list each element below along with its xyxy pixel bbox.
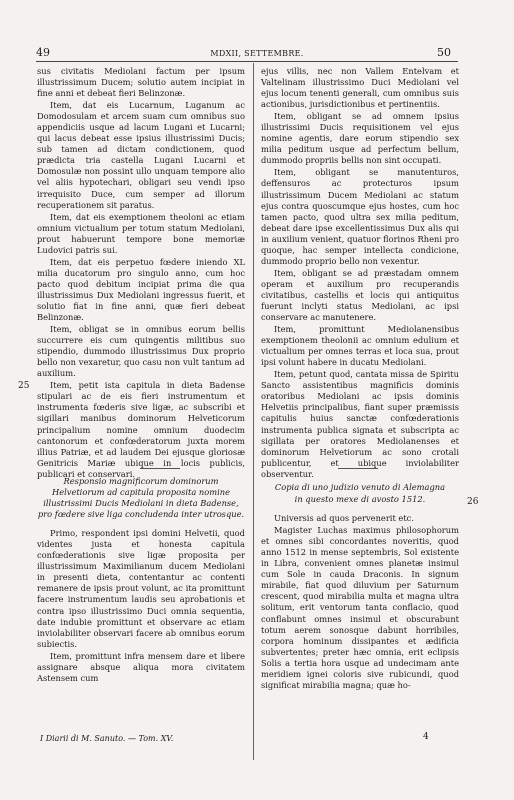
left-paragraph: Item, dat eis exemptionem theoloni ac etiam omnium victualium per totum statum Mediolani, prout habuerunt tempore bone memoriæ Ludovici patris sui. <box>37 211 245 255</box>
left-paragraph: Primo, respondent ipsi domini Helvetii, quod videntes justa et honesta capitula confœderationis sive ligæ proposita per illustrissimum Maximilianum ducem Mediolani in presenti dieta, contentantur ac contenti remanere de ipsis prout volunt, ac ita promittunt facere instrumentum laudis seu aprobationis et contra ipso illustrissimo Duci omnia sequentia, date indubie promittunt et observare ac etiam inviolabiliter observari facere ab omnibus eorum subiectis. <box>37 528 245 649</box>
left-paragraph: Item, dat eis perpetuo fœdere iniendo XL milia ducatorum pro singulo anno, cum hoc pacto quod debitum incipiat prima die qua illustrissimus Dux Mediolani ingressus fuerit, et solutio fiat in fine anni, quæ fieri debeat Belinzonæ. <box>37 256 245 323</box>
page-number-right: 50 <box>437 46 451 59</box>
right-paragraph: Item, obligant se ad præstadam omnem operam et auxilium pro recuperandis civitatibus, castellis et locis qui antiquitus fuerunt inclyti status Mediolani, ac ipsi conservare ac manutenere. <box>261 267 459 323</box>
running-header: MDXII, SETTEMBRE. <box>210 49 304 58</box>
page-number-left: 49 <box>36 46 50 59</box>
header-rule <box>36 61 458 62</box>
right-paragraph: Item, obligant se ad omnem ipsius illustrissimi Ducis requisitionem vel ejus nomine agentis, dare eorum stipendio sex milia peditum usque ad perfectum bellum, dummodo propriis bellis non sint occupati. <box>261 111 459 166</box>
right-paragraph: Item, petunt quod, cantata missa de Spiritu Sancto assistentibus magnificis dominis oratoribus Mediolani ac ipsis dominis Helvetiis principalibus, fiant super præmissis capitulis huius sanctæ confœderationis instrumenta publica signata et subscripta ac sigillata per oratores Mediolanenses et dominorum Helvetiorum ac sono crotali publicentur, et ubique inviolabiliter observentur. <box>261 369 459 479</box>
section-subheading-right: in questo mexe di avosto 1512. <box>294 494 426 505</box>
section-heading-left: Responsio magnificorum dominorum Helvetiorum ad capitula proposita nomine illustrissimi Ducis Mediolani in dieta Badense, pro fœdere sive liga concludenda inter utrosque. <box>37 476 245 520</box>
footer-signature: 4 <box>423 732 429 742</box>
right-paragraph: Universis ad quos pervenerit etc. <box>274 513 414 524</box>
left-paragraph: Item, dat eis Lucarnum, Luganum ac Domodosulam et arcem suam cum omnibus suo appendiciis usque ad lacum Lugani et Lucarni; qui lacus debeat esse ipsius illustrissimi Ducis; sub tamen ad dictam condictionem, quod prædicta tria castella Lugani Lucarni et Domosulæ non possint ullo unquam tempore alio vel aliis hypotechari, obligari seu vendi ipso irrequisito Duce, cum semper ad illorum recuperationem sit paratus. <box>37 100 245 210</box>
left-paragraph: Item, petit ista capitula in dieta Badense stipulari ac de eis fieri instrumentum et instrumenta fœderis sive ligæ, ac subscribi et sigillari manibus dominorum Helveticorum principalium nomine omnium duodecim cantonorum et confœderatorum juxta morem illius Patriæ, et ad laudem Dei ejusque gloriosæ Genitricis Mariæ ubique in locis publicis, publicari et conservari. <box>37 380 245 479</box>
right-paragraph: Magister Luchas maximus philosophorum et omnes sibi concordantes noveritis, quod anno 1512 in mense septembris, Sol existente in Libra, convenient omnes planetæ insimul cum Sole in cauda Draconis. In signum mirabile, fiat quod diluvium per Saturnum crescent, quod mirabilia multa et magna ultra solitum, erit ventorum tanta conflacio, quod conflabunt omnes insimul et obscurabunt totum aerem sonosque dabunt horribiles, corpora hominum dissipantes et ædificia subvertentes; preter hæc omnia, erit eclipsis Solis a tertia hora usque ad undecimam ante meridiem ignei coloris sive rubicundi, quod significat mirabilia magna; quæ ho- <box>261 525 459 690</box>
right-paragraph: Item, promittunt Mediolanensibus exemptionem theolonii ac omnium edulium et victualium per omnes terras et loca sua, prout ipsi volunt habere in ducatu Mediolani. <box>261 324 459 368</box>
right-paragraph: ejus villis, nec non Vallem Entelvam et Valtelinam illustrissimo Duci Mediolani vel ejus locum tenenti generali, cum omnibus suis actionibus, jurisdictionibus et pertinentiis. <box>261 66 459 110</box>
footer-source: I Diarii di M. Sanuto. — Tom. XV. <box>40 734 174 743</box>
left-paragraph: sus civitatis Mediolani factum per ipsum illustrissimum Ducem; solutio autem incipiat in fine anni et debeat fieri Belinzonæ. <box>37 66 245 99</box>
column-divider <box>253 63 254 760</box>
section-heading-right: Copia di uno judizio venuto di Alemagna <box>274 482 446 492</box>
right-column <box>261 66 459 481</box>
right-column-lower <box>261 482 459 692</box>
margin-number-left: 25 <box>18 381 30 391</box>
left-paragraph: Item, obligat se in omnibus eorum bellis succurrere eis cum quingentis militibus suo stipendio, dummodo illustrissimus Dux proprio bello non vexaretur, quo casu non vult tantum ad auxilium. <box>37 324 245 379</box>
left-column-lower <box>37 476 245 685</box>
section-rule-right <box>338 468 378 469</box>
left-paragraph: Item, promittunt infra mensem dare et libere assignare absque aliqua mora civitatem Astensem cum <box>37 650 245 683</box>
left-column <box>37 66 245 481</box>
right-paragraph: Item, obligant se manutenturos, deffensuros ac protecturos ipsum illustrissimum Ducem Mediolani ac statum ejus contra quoscumque ejus hostes, cum hoc tamen pacto, quod ultra sex milia peditum, debeat dare ipse excellentissimus Dux alis qui in auxilium venient, quatuor florinos Rheni pro quoque, hac semper intellecta condicione, dummodo proprio bello non vexentur. <box>261 167 459 266</box>
section-rule-left <box>140 468 180 469</box>
margin-number-right: 26 <box>467 497 479 507</box>
